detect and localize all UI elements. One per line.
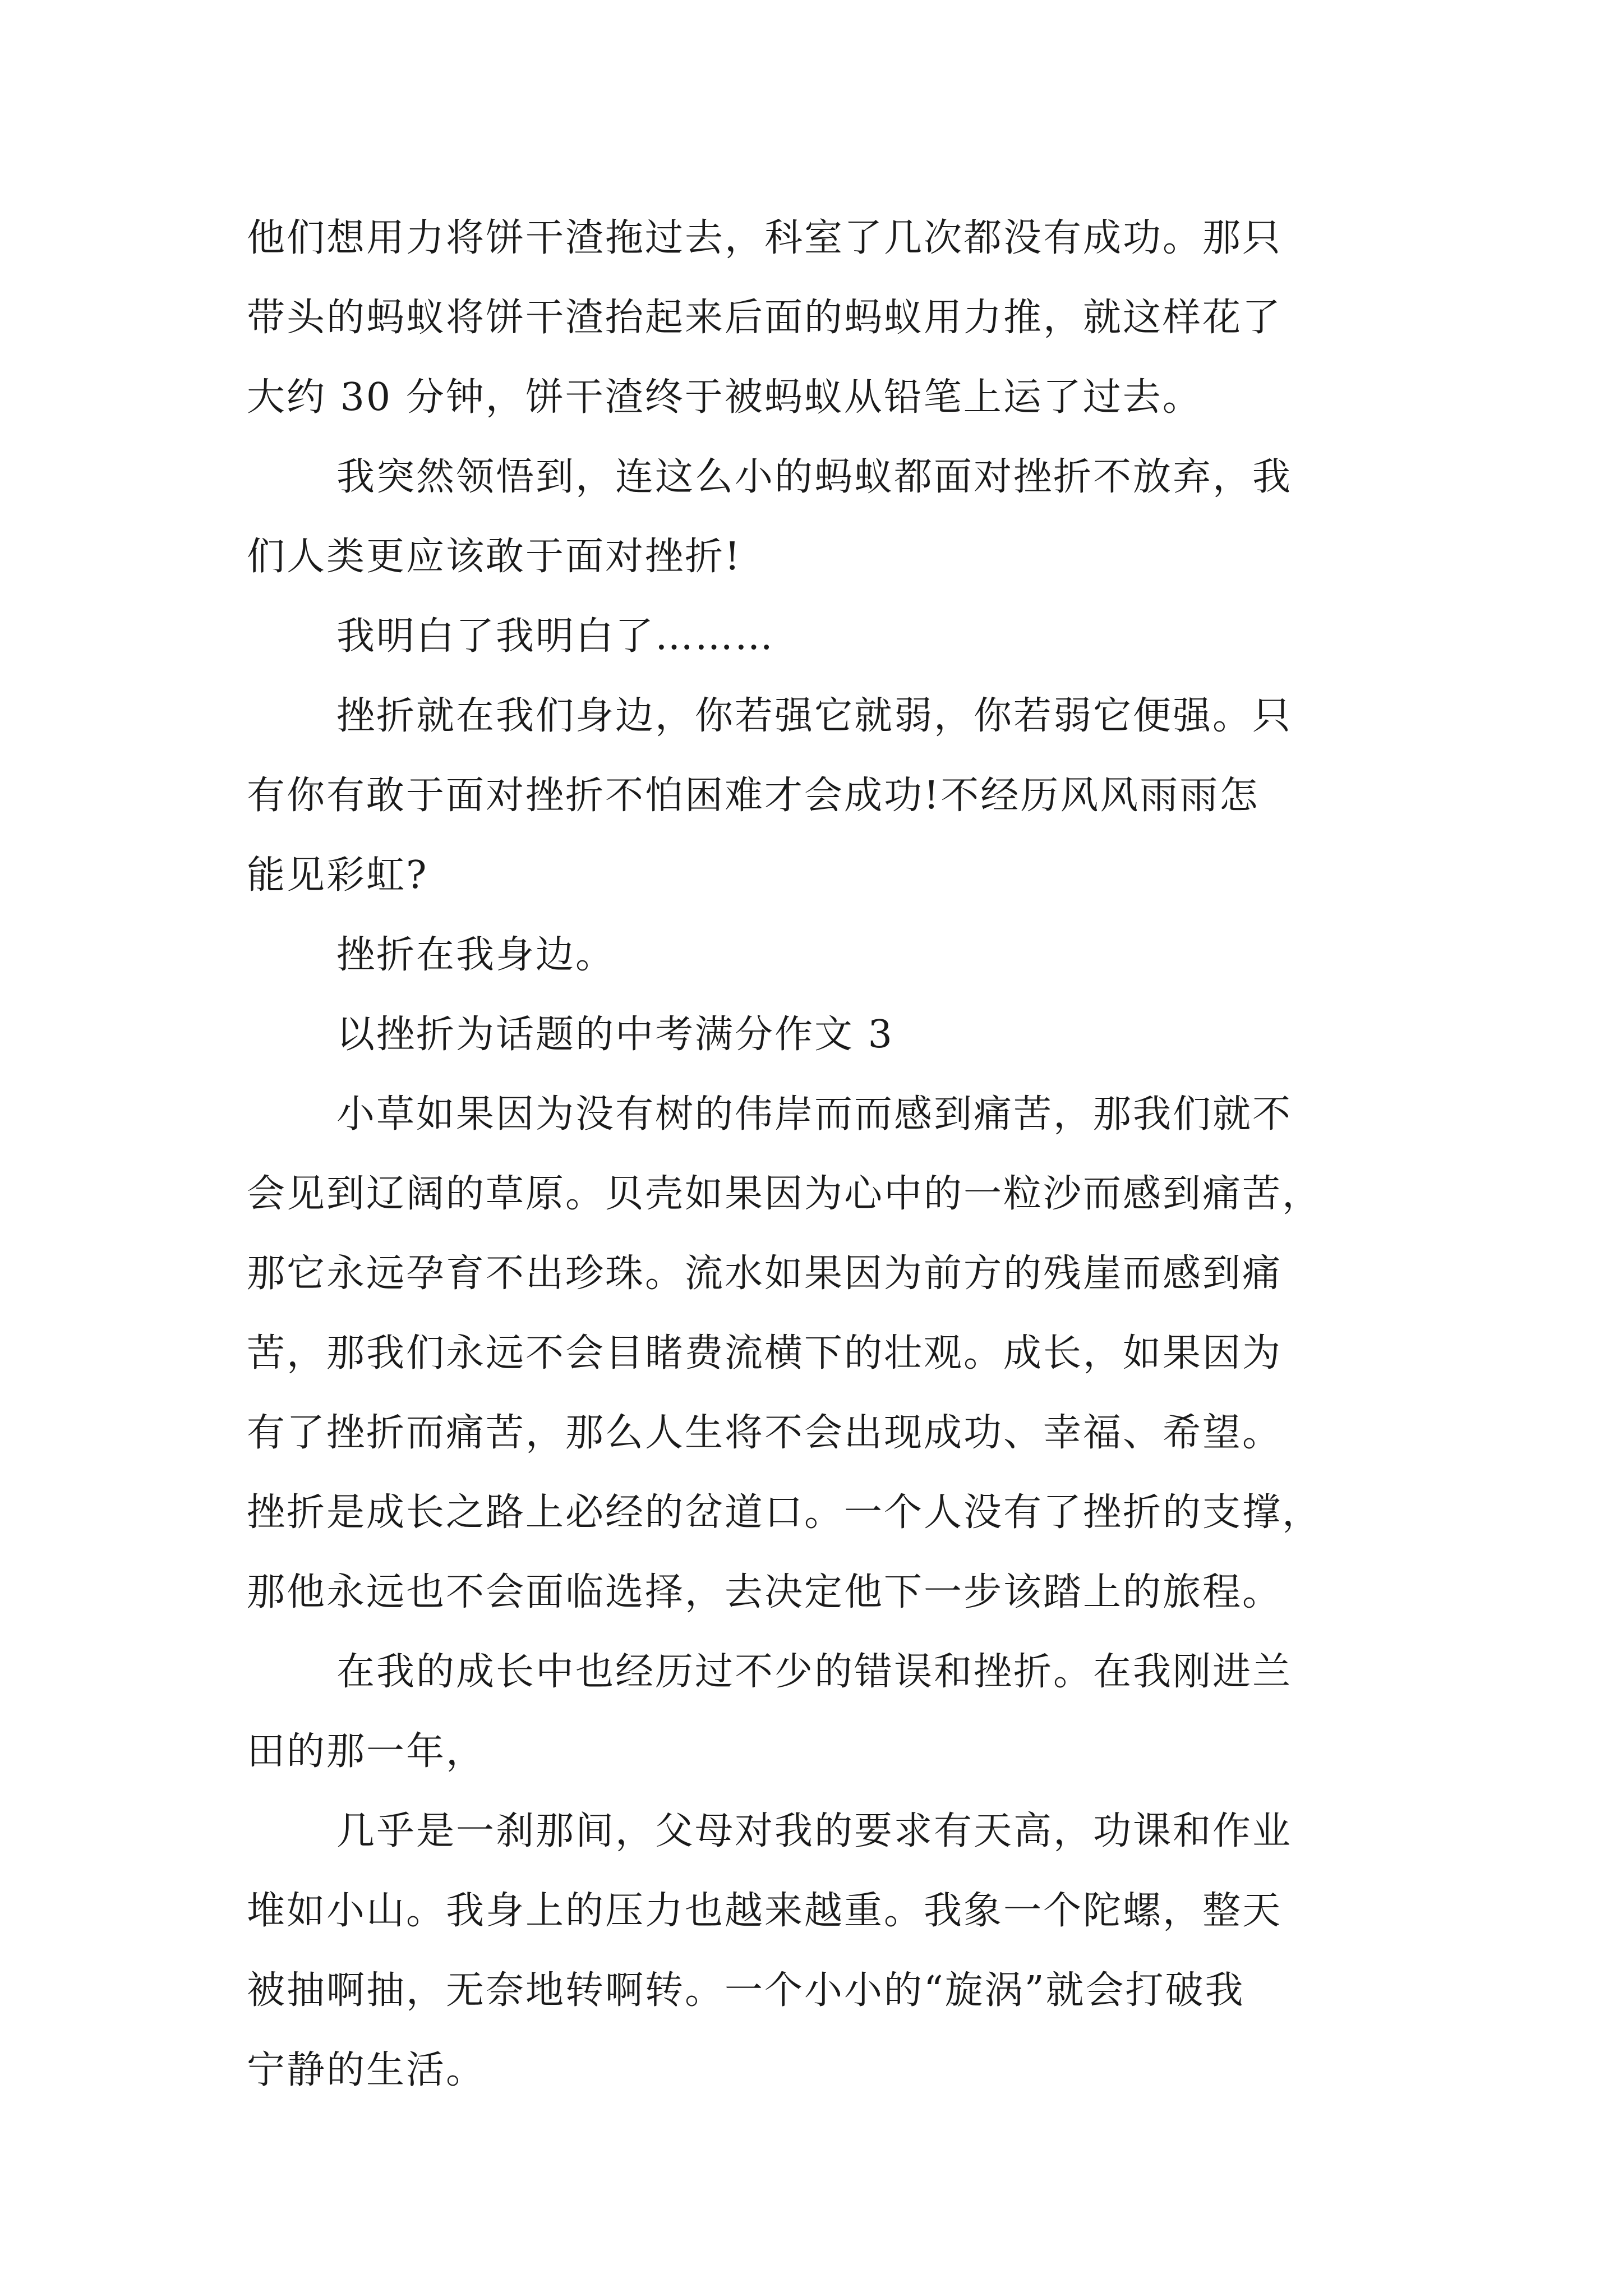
text-line: 挫折在我身边。	[336, 933, 616, 977]
text-line: 在我的成长中也经历过不少的错误和挫折。在我刚进兰	[336, 1650, 1293, 1694]
text-line: 会见到辽阔的草原。贝壳如果因为心中的一粒沙而感到痛苦，	[247, 1172, 1322, 1216]
section-heading: 以挫折为话题的中考满分作文 3	[336, 1013, 894, 1057]
text-line: 被抽啊抽，无奈地转啊转。一个小小的“旋涡”就会打破我	[247, 1968, 1245, 2013]
text-line: 那它永远孕育不出珍珠。流水如果因为前方的残崖而感到痛	[247, 1251, 1283, 1296]
text-line: 几乎是一刹那间，父母对我的要求有天高，功课和作业	[336, 1809, 1293, 1853]
text-line: 那他永远也不会面临选择，去决定他下一步该踏上的旅程。	[247, 1570, 1283, 1614]
text-line: 有了挫折而痛苦，那么人生将不会出现成功、幸福、希望。	[247, 1411, 1283, 1455]
text-line: 堆如小山。我身上的压力也越来越重。我象一个陀螺，整天	[247, 1889, 1283, 1933]
text-line: 苦，那我们永远不会目睹费流横下的壮观。成长，如果因为	[247, 1331, 1283, 1375]
text-line: 我突然领悟到，连这么小的蚂蚁都面对挫折不放弃，我	[336, 455, 1293, 499]
text-line: 大约 30 分钟，饼干渣终于被蚂蚁从铅笔上运了过去。	[247, 375, 1202, 420]
text-line: 挫折是成长之路上必经的岔道口。一个人没有了挫折的支撑，	[247, 1490, 1322, 1535]
text-line: 能见彩虹?	[247, 853, 428, 898]
text-line: 宁静的生活。	[247, 2048, 486, 2092]
text-line: 们人类更应该敢于面对挫折!	[247, 535, 742, 579]
text-line: 他们想用力将饼干渣拖过去，科室了几次都没有成功。那只	[247, 216, 1283, 260]
text-line: 小草如果因为没有树的伟岸而而感到痛苦，那我们就不	[336, 1092, 1293, 1137]
text-line: 田的那一年，	[247, 1729, 486, 1774]
text-line: 带头的蚂蚁将饼干渣抬起来后面的蚂蚁用力推，就这样花了	[247, 296, 1283, 340]
text-line: 挫折就在我们身边，你若强它就弱，你若弱它便强。只	[336, 694, 1293, 738]
text-line: 有你有敢于面对挫折不怕困难才会成功!不经历风风雨雨怎	[247, 774, 1260, 818]
text-line: 我明白了我明白了………	[336, 614, 775, 659]
